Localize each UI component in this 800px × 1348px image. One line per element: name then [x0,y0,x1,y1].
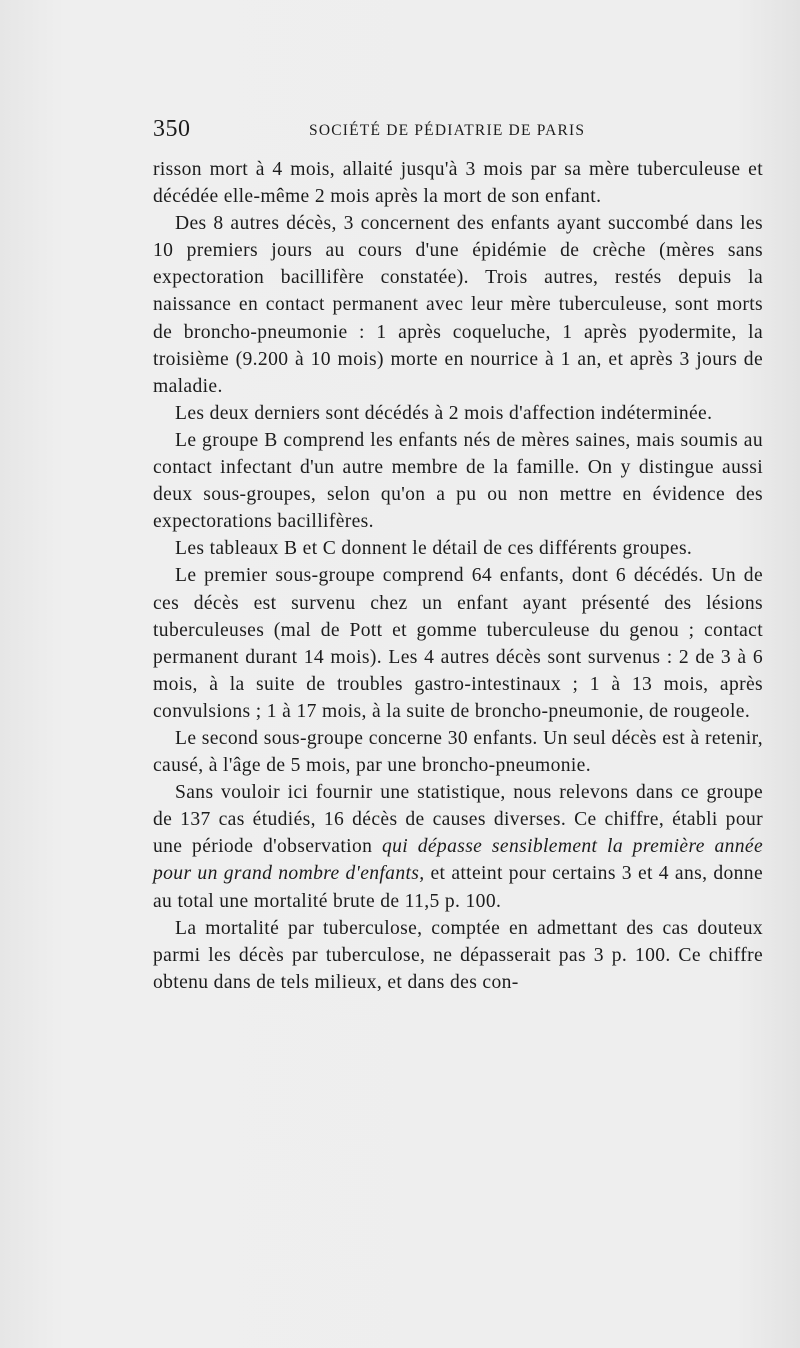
paragraph: Le groupe B comprend les enfants nés de mères saines, mais soumis au contact infectant d'un autre membre de la famille. On y distingue aussi deux sous-groupes, selon qu'on a pu ou non mettre en évidence des expectorations bacillifères. [153,429,763,533]
paragraph: Les deux derniers sont décédés à 2 mois d'affection indéterminée. [175,402,713,424]
paragraph-text: Sans vouloir ici fournir une statistique, nous relevons dans ce groupe de 137 cas étudiés, 16 décès de causes diverses. Ce chiffre, établi pour une période d'observation [153,782,763,858]
paragraph: Des 8 autres décès, 3 concernent des enfants ayant succombé dans les 10 premiers jours au cours d'une épidémie de crèche (mères sans expectoration bacillifère constatée). Trois autres, restés depuis la naissance en contact permanent avec leur mère tuberculeuse, sont morts de broncho-pneumonie : 1 après coqueluche, 1 après pyodermite, la troisième (9.200 à 10 mois) morte en nourrice à 1 an, et après 3 jours de maladie. [153,213,763,397]
paragraph: risson mort à 4 mois, allaité jusqu'à 3 mois par sa mère tuberculeuse et décédée elle-même 2 mois après la mort de son enfant. [153,159,763,208]
paragraph: Les tableaux B et C donnent le détail de ces différents groupes. [175,538,693,560]
paragraph-with-italic [153,779,763,914]
paragraph: Le premier sous-groupe comprend 64 enfants, dont 6 décédés. Un de ces décès est survenu chez un enfant ayant présenté des lésions tuberculeuses (mal de Pott et gomme tuberculeuse du genou ; contact permanent durant 14 mois). Les 4 autres décès sont survenus : 2 de 3 à 6 mois, à la suite de troubles gastro-intestinaux ; 1 à 13 mois, après convulsions ; 1 à 17 mois, à la suite de broncho-pneumonie, de rougeole. [153,565,763,722]
italic-phrase: qui dépasse sensiblement la première année pour un grand nombre d'enfants, [153,836,763,885]
paragraph-text: et atteint pour certains 3 et 4 ans, donne au total une mortalité brute de 11,5 p. 100. [153,863,763,912]
running-title: SOCIÉTÉ DE PÉDIATRIE DE PARIS [309,122,586,139]
page-header [153,116,763,150]
body-text [153,156,763,996]
page-number: 350 [153,116,191,142]
paragraph: Le second sous-groupe concerne 30 enfants. Un seul décès est à retenir, causé, à l'âge de 5 mois, par une broncho-pneumonie. [153,727,763,777]
paragraph: La mortalité par tuberculose, comptée en admettant des cas douteux parmi les décès par tuberculose, ne dépasserait pas 3 p. 100. Ce chiffre obtenu dans de tels milieux, et dans des con- [153,917,763,993]
